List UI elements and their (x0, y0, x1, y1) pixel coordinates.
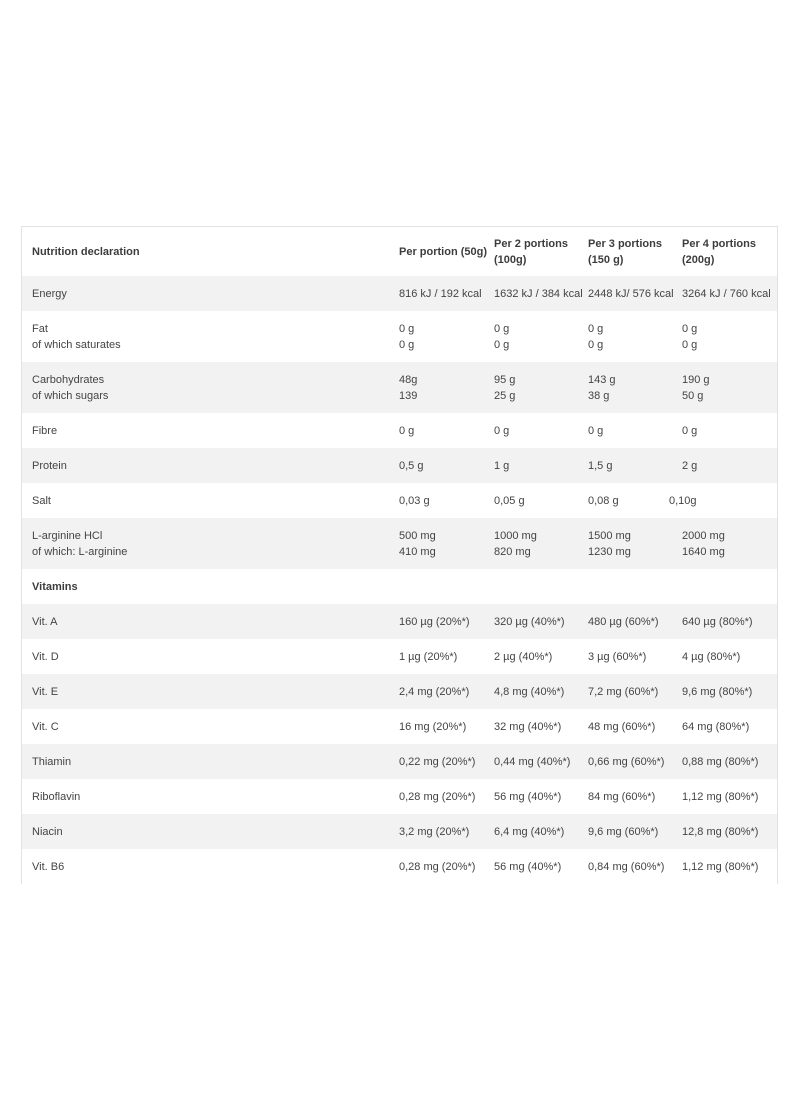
cell-line: 143 g (588, 373, 616, 386)
column-header-line: Per 4 portions (682, 237, 756, 250)
table-cell: 32 mg (40%*) (494, 720, 562, 733)
table-cell: 0 g (494, 424, 510, 437)
table-cell: 0,44 mg (40%*) (494, 755, 571, 768)
row-label (22, 518, 397, 569)
table-cell: 7,2 mg (60%*) (588, 685, 659, 698)
table-cell: 9,6 mg (60%*) (588, 825, 659, 838)
cell-line: 0 g (494, 338, 510, 351)
cell-line: 500 mg (399, 529, 436, 542)
table-cell: 0 g (588, 424, 604, 437)
table-cell: 160 µg (20%*) (399, 615, 470, 628)
table-row-vit-a (22, 604, 777, 639)
table-cell: 48 mg (60%*) (588, 720, 656, 733)
table-row-energy (22, 276, 777, 311)
row-label: Niacin (32, 825, 63, 838)
cell-line: 0 g (588, 322, 604, 335)
table-cell: 16 mg (20%*) (399, 720, 467, 733)
cell-line: 1500 mg (588, 529, 631, 542)
cell-line: 410 mg (399, 545, 436, 558)
header-label: Nutrition declaration (32, 245, 140, 258)
row-label: Thiamin (32, 755, 72, 768)
cell-line: 0 g (399, 338, 415, 351)
table-cell: 0,08 g (588, 494, 619, 507)
table-cell: 1 µg (20%*) (399, 650, 458, 663)
table-cell: 0 g (682, 424, 698, 437)
table-cell (397, 362, 492, 413)
table-cell: 0,05 g (494, 494, 525, 507)
table-row-vit-c (22, 709, 777, 744)
table-cell: 12,8 mg (80%*) (682, 825, 759, 838)
table-row-vit-e (22, 674, 777, 709)
table-cell: 480 µg (60%*) (588, 615, 659, 628)
table-cell: 0,28 mg (20%*) (399, 790, 476, 803)
table-cell: 0,28 mg (20%*) (399, 860, 476, 873)
table-row-vit-d (22, 639, 777, 674)
row-label-line: of which: L-arginine (32, 545, 128, 558)
table-cell (586, 311, 680, 362)
row-label: Energy (32, 287, 67, 300)
column-header-line: Per portion (50g) (399, 245, 488, 258)
section-heading: Vitamins (32, 580, 78, 593)
table-cell: 4 µg (80%*) (682, 650, 741, 663)
cell-line: 820 mg (494, 545, 531, 558)
table-row-salt (22, 483, 777, 518)
table-row-l-arginine (22, 518, 777, 569)
row-label: Vit. E (32, 685, 59, 698)
table-cell: 0,10g (669, 494, 697, 507)
table-cell: 1,5 g (588, 459, 613, 472)
table-row-niacin (22, 814, 777, 849)
row-label-line: Fat (32, 322, 48, 335)
table-row-vit-b6 (22, 849, 777, 884)
table-cell: 816 kJ / 192 kcal (399, 287, 482, 300)
column-header-line: (100g) (494, 253, 527, 266)
table-row-protein (22, 448, 777, 483)
table-cell: 0,88 mg (80%*) (682, 755, 759, 768)
cell-line: 1640 mg (682, 545, 725, 558)
table-cell: 4,8 mg (40%*) (494, 685, 565, 698)
table-cell: 64 mg (80%*) (682, 720, 750, 733)
table-cell: 56 mg (40%*) (494, 790, 562, 803)
table-cell (397, 311, 492, 362)
table-cell: 320 µg (40%*) (494, 615, 565, 628)
table-cell: 2 µg (40%*) (494, 650, 553, 663)
row-label (22, 362, 397, 413)
table-cell: 2,4 mg (20%*) (399, 685, 470, 698)
row-label: Vit. D (32, 650, 59, 663)
column-header (397, 227, 492, 276)
table-row-thiamin (22, 744, 777, 779)
table-header-row (22, 227, 777, 276)
row-label: Vit. C (32, 720, 59, 733)
table-cell: 640 µg (80%*) (682, 615, 753, 628)
row-label: Vit. A (32, 615, 58, 628)
column-header-line: Per 2 portions (494, 237, 568, 250)
table-cell: 2448 kJ/ 576 kcal (588, 287, 674, 300)
table-row-fat (22, 311, 777, 362)
table-cell (492, 518, 586, 569)
column-header-line: (150 g) (588, 253, 624, 266)
column-header-line: (200g) (682, 253, 715, 266)
table-cell (586, 362, 680, 413)
table-cell: 1 g (494, 459, 510, 472)
cell-line: 25 g (494, 389, 516, 402)
column-header (680, 227, 777, 276)
cell-line: 139 (399, 389, 418, 402)
table-cell: 0,5 g (399, 459, 424, 472)
table-cell: 6,4 mg (40%*) (494, 825, 565, 838)
table-cell: 1,12 mg (80%*) (682, 860, 759, 873)
table-row-carbohydrates (22, 362, 777, 413)
table-cell: 3264 kJ / 760 kcal (682, 287, 771, 300)
table-cell: 0,84 mg (60%*) (588, 860, 665, 873)
cell-line: 0 g (399, 322, 415, 335)
cell-line: 48g (399, 373, 418, 386)
row-label-line: Carbohydrates (32, 373, 105, 386)
row-label-line: of which saturates (32, 338, 121, 351)
table-row-fibre (22, 413, 777, 448)
table-cell (492, 362, 586, 413)
row-label-line: of which sugars (32, 389, 109, 402)
table-cell: 0,22 mg (20%*) (399, 755, 476, 768)
table-cell: 56 mg (40%*) (494, 860, 562, 873)
cell-line: 1230 mg (588, 545, 631, 558)
nutrition-table (21, 226, 778, 884)
cell-line: 95 g (494, 373, 516, 386)
row-label: Salt (32, 494, 51, 507)
row-label-line: L-arginine HCl (32, 529, 103, 542)
cell-line: 0 g (588, 338, 604, 351)
table-cell: 0,66 mg (60%*) (588, 755, 665, 768)
table-cell (397, 518, 492, 569)
column-header-line: Per 3 portions (588, 237, 662, 250)
cell-line: 0 g (682, 338, 698, 351)
cell-line: 190 g (682, 373, 710, 386)
cell-line: 0 g (494, 322, 510, 335)
table-cell: 0,03 g (399, 494, 430, 507)
table-cell (680, 311, 777, 362)
table-cell (586, 518, 680, 569)
row-label: Fibre (32, 424, 58, 437)
row-label: Vit. B6 (32, 860, 65, 873)
column-header (492, 227, 586, 276)
table-cell: 0 g (399, 424, 415, 437)
table-cell: 1632 kJ / 384 kcal (494, 287, 583, 300)
cell-line: 50 g (682, 389, 704, 402)
row-label: Riboflavin (32, 790, 81, 803)
table-cell (680, 362, 777, 413)
table-cell: 1,12 mg (80%*) (682, 790, 759, 803)
cell-line: 1000 mg (494, 529, 537, 542)
row-label: Protein (32, 459, 67, 472)
table-cell: 2 g (682, 459, 698, 472)
table-cell (680, 518, 777, 569)
table-cell: 9,6 mg (80%*) (682, 685, 753, 698)
table-row-riboflavin (22, 779, 777, 814)
table-section-vitamins (22, 569, 777, 604)
column-header (586, 227, 680, 276)
row-label (22, 311, 397, 362)
cell-line: 2000 mg (682, 529, 725, 542)
table-cell (492, 311, 586, 362)
table-cell: 3 µg (60%*) (588, 650, 647, 663)
cell-line: 38 g (588, 389, 610, 402)
table-cell: 84 mg (60%*) (588, 790, 656, 803)
table-cell: 3,2 mg (20%*) (399, 825, 470, 838)
cell-line: 0 g (682, 322, 698, 335)
